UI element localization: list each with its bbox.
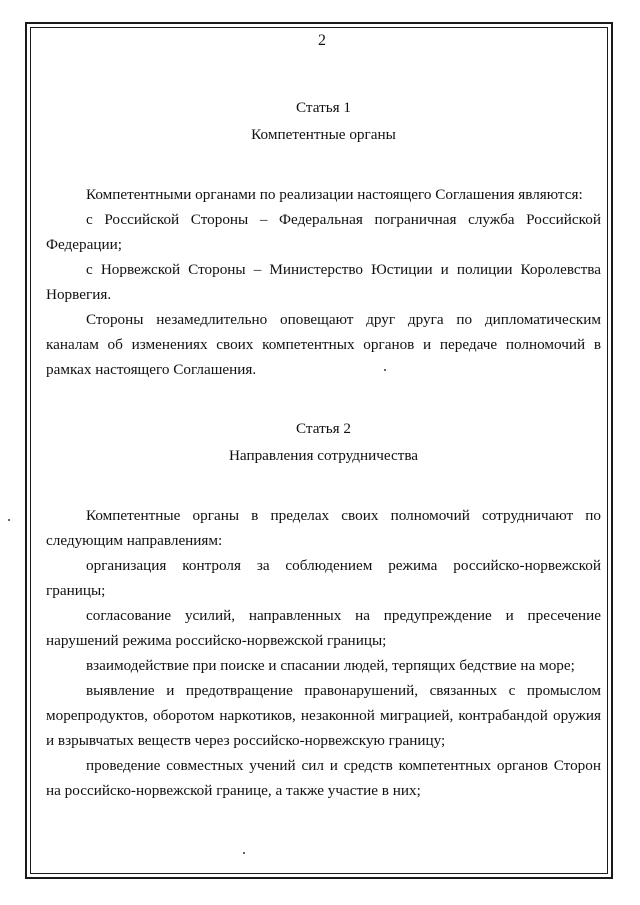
scan-speck [384, 369, 386, 371]
scan-speck [243, 852, 245, 854]
article-1-paragraph: с Норвежской Стороны – Министерство Юстиции и полиции Королевства Норвегия. [46, 261, 601, 303]
article-2-paragraph: согласование усилий, направленных на предупреждение и пресечение нарушений режима российско-норвежской границы; [46, 607, 601, 649]
article-2-paragraph: Компетентные органы в пределах своих полномочий сотрудничают по следующим направлениям: [46, 507, 601, 549]
article-2-paragraph: выявление и предотвращение правонарушений, связанных с промыслом морепродуктов, оборотом наркотиков, незаконной миграцией, контрабандой оружия и взрывчатых веществ через российско-норвежскую границу; [46, 682, 601, 749]
document-page [46, 32, 601, 803]
article-1-paragraph: Стороны незамедлительно оповещают друг друга по дипломатическим каналам об изменениях своих компетентных органов и передаче полномочий в рамках настоящего Соглашения. [46, 311, 601, 378]
article-1-title: Статья 1 [295, 99, 352, 116]
article-1-paragraph: с Российской Стороны – Федеральная пограничная служба Российской Федерации; [46, 211, 601, 253]
article-1-subtitle: Компетентные органы [251, 126, 396, 143]
article-2-paragraph: проведение совместных учений сил и средств компетентных органов Сторон на российско-норвежской границе, а также участие в них; [46, 757, 601, 799]
scan-speck [8, 519, 10, 521]
article-2-paragraph: взаимодействие при поиске и спасании людей, терпящих бедствие на море; [86, 657, 575, 674]
article-2-title: Статья 2 [295, 420, 352, 437]
article-1-paragraph: Компетентными органами по реализации настоящего Соглашения являются: [86, 186, 583, 203]
article-2-subtitle: Направления сотрудничества [228, 447, 419, 464]
page-number: 2 [318, 32, 326, 49]
article-2-paragraph: организация контроля за соблюдением режима российско-норвежской границы; [46, 557, 601, 599]
